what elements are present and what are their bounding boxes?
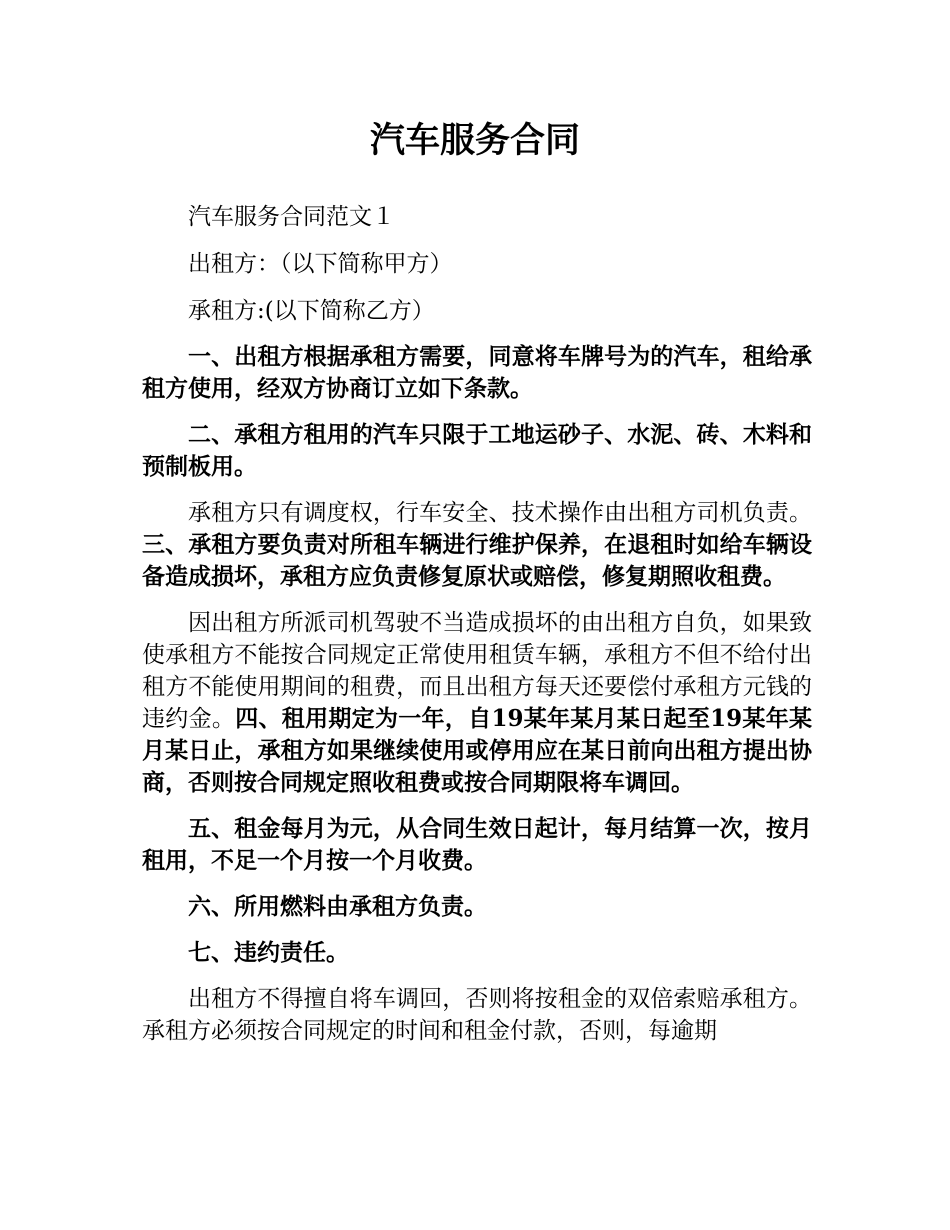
paragraph-text: 承租方只有调度权，行车安全、技术操作由出租方司机负责。	[188, 500, 812, 526]
clause-4-paragraph	[142, 607, 812, 799]
paragraph-text: 因出租方所派司机驾驶不当造成损坏的由出租方自负，如果致使承租方不能按合同规定正常使用租赁车辆，承租方不但不给付出租方不能使用期间的租费，而且出租方每天还要偿付承租方元钱的违约金。	[142, 610, 812, 732]
paragraph-text: 承租方:(以下简称乙方）	[188, 298, 435, 324]
paragraph-breach	[142, 983, 812, 1047]
clause-text: 二、承租方租用的汽车只限于工地运砂子、水泥、砖、木料和预制板用。	[142, 421, 812, 480]
paragraph-text: 出租方不得擅自将车调回，否则将按租金的双倍索赔承租方。承租方必须按合同规定的时间和租金付款，否则，每逾期	[142, 986, 812, 1044]
clause-text: 三、承租方要负责对所租车辆进行维护保养，在退租时如给车辆设备造成损坏，承租方应负责修复原状或赔偿，修复期照收租费。	[142, 531, 812, 590]
paragraph-text: 出租方：（以下简称甲方）	[188, 251, 453, 277]
clause-1	[142, 341, 812, 405]
clause-3-paragraph	[142, 497, 812, 593]
clause-text: 一、出租方根据承租方需要，同意将车牌号为的汽车，租给承租方使用，经双方协商订立如下条款。	[142, 343, 812, 402]
paragraph-text: 汽车服务合同范文１	[188, 204, 395, 230]
clause-7	[142, 937, 812, 969]
paragraph-lessee	[142, 295, 812, 327]
clause-text: 五、租金每月为元，从合同生效日起计，每月结算一次，按月租用，不足一个月按一个月收费。	[142, 815, 812, 874]
clause-text: 六、所用燃料由承租方负责。	[188, 893, 487, 920]
paragraph-heading-subtitle	[142, 201, 812, 233]
document-title: 汽车服务合同	[369, 121, 580, 161]
clause-2	[142, 419, 812, 483]
clause-5	[142, 813, 812, 877]
clause-text: 四、租用期定为一年，自19某年某月某日起至19某年某月某日止，承租方如果继续使用或停用应在某日前向出租方提出协商，否则按合同规定照收租费或按合同期限将车调回。	[142, 705, 813, 796]
paragraph-lessor	[142, 248, 812, 280]
clause-text: 七、违约责任。	[188, 939, 349, 966]
document-body	[142, 201, 812, 1061]
clause-6	[142, 891, 812, 923]
